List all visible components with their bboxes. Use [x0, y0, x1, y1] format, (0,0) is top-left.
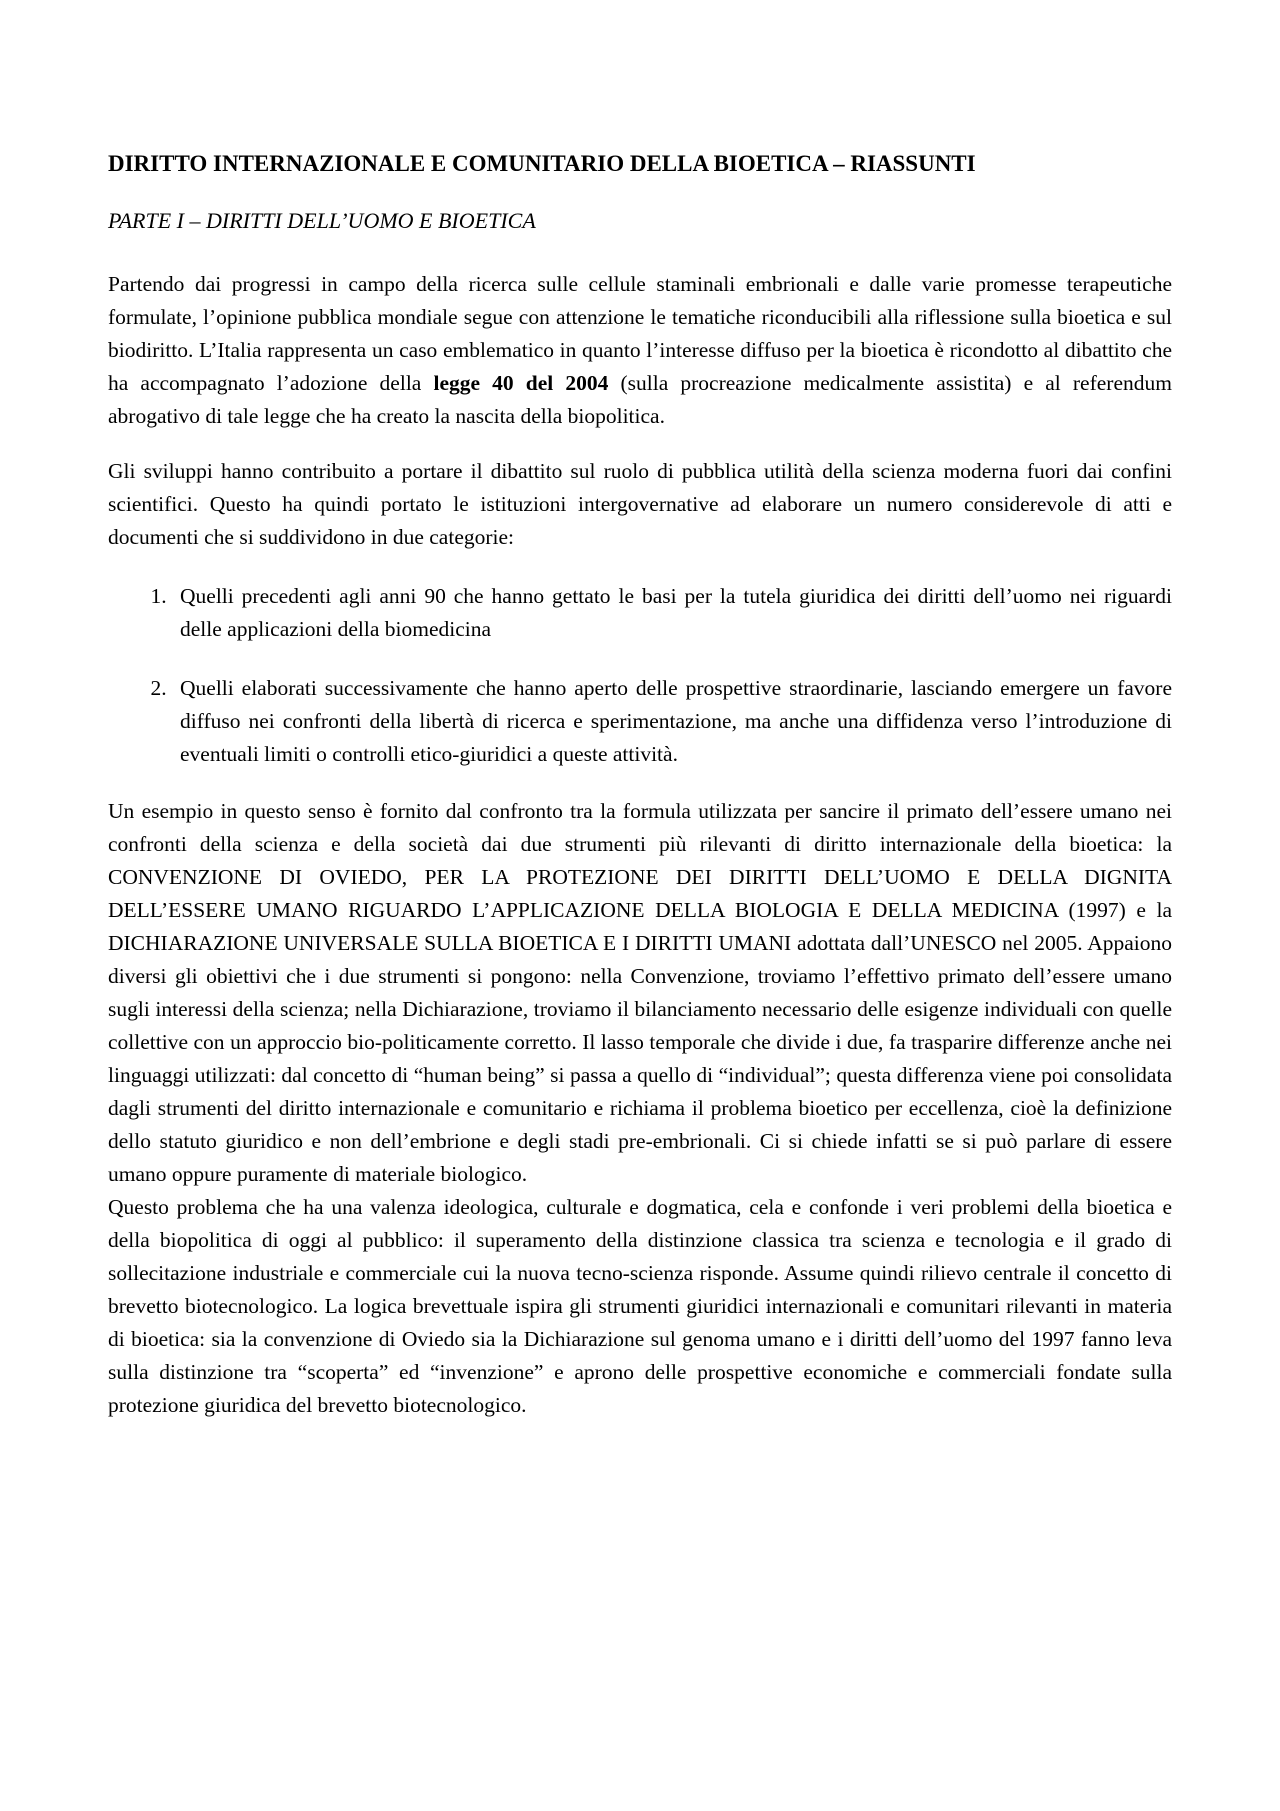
list-item-pre-90s: 1. Quelli precedenti agli anni 90 che hanno gettato le basi per la tutela giuridica dei diritti dell’uomo nei riguardi delle applicazioni della biomedicina	[172, 580, 1172, 646]
document-subtitle: PARTE I – DIRITTI DELL’UOMO E BIOETICA	[108, 207, 536, 233]
paragraph-intro-text-before: Partendo dai progressi in campo della ricerca sulle cellule staminali embrionali e dalle varie promesse terapeutiche formulate, l’opinione pubblica mondiale segue con attenzione le tematiche riconducibili alla riflessione sulla bioetica e sul biodiritto. L’Italia rappresenta un caso emblematico in quanto l’interesse diffuso per la bioetica è ricondotto al dibattito che ha accompagnato l’adozione della	[108, 271, 1172, 395]
paragraph-biotech-patent: Questo problema che ha una valenza ideologica, culturale e dogmatica, cela e confonde i veri problemi della bioetica e della biopolitica di oggi al pubblico: il superamento della distinzione classica tra scienza e tecnologia e il grado di sollecitazione industriale e commerciale cui la nuova tecno-scienza risponde. Assume quindi rilievo centrale il concetto di brevetto biotecnologico. La logica brevettuale ispira gli strumenti giuridici internazionali e comunitari rilevanti in materia di bioetica: sia la convenzione di Oviedo sia la Dichiarazione sul genoma umano e i diritti dell’uomo del 1997 fanno leva sulla distinzione tra “scoperta” ed “invenzione” e aprono delle prospettive economiche e commerciali fondate sulla protezione giuridica del brevetto biotecnologico.	[108, 1194, 1172, 1417]
paragraph-comparison: Un esempio in questo senso è fornito dal confronto tra la formula utilizzata per sancire il primato dell’essere umano nei confronti della scienza e della società dai due strumenti più rilevanti di diritto internazionale della bioetica: la CONVENZIONE DI OVIEDO, PER LA PROTEZIONE DEI DIRITTI DELL’UOMO E DELLA DIGNITA DELL’ESSERE UMANO RIGUARDO L’APPLICAZIONE DELLA BIOLOGIA E DELLA MEDICINA (1997) e la DICHIARAZIONE UNIVERSALE SULLA BIOETICA E I DIRITTI UMANI adottata dall’UNESCO nel 2005. Appaiono diversi gli obiettivi che i due strumenti si pongono: nella Convenzione, troviamo l’effettivo primato dell’essere umano sugli interessi della scienza; nella Dichiarazione, troviamo il bilanciamento necessario delle esigenze individuali con quelle collettive con un approccio bio-politicamente corretto. Il lasso temporale che divide i due, fa trasparire differenze anche nei linguaggi utilizzati: dal concetto di “human being” si passa a quello di “individual”; questa differenza viene poi consolidata dagli strumenti del diritto internazionale e comunitario e richiama il problema bioetico per eccellenza, cioè la definizione dello statuto giuridico e non dell’embrione e degli stadi pre-embrionali. Ci si chiede infatti se si può parlare di essere umano oppure puramente di materiale biologico.	[108, 798, 1172, 1186]
list-item-post-90s: 2. Quelli elaborati successivamente che hanno aperto delle prospettive straordinarie, lasciando emergere un favore diffuso nei confronti della libertà di ricerca e sperimentazione, ma anche una diffidenza verso l’introduzione di eventuali limiti o controlli etico-giuridici a queste attività.	[172, 672, 1172, 771]
paragraph-intro-text-after: (sulla procreazione medicalmente assistita) e al referendum abrogativo di tale legge che ha creato la nascita della biopolitica.	[108, 370, 1172, 428]
category-list	[108, 580, 1172, 771]
paragraph-developments: Gli sviluppi hanno contribuito a portare il dibattito sul ruolo di pubblica utilità della scienza moderna fuori dai confini scientifici. Questo ha quindi portato le istituzioni intergovernative ad elaborare un numero considerevole di atti e documenti che si suddividono in due categorie:	[108, 458, 1172, 549]
law-reference-bold: legge 40 del 2004	[433, 370, 609, 395]
paragraph-intro	[108, 268, 1172, 433]
document-title: DIRITTO INTERNAZIONALE E COMUNITARIO DELLA BIOETICA – RIASSUNTI	[108, 151, 976, 176]
